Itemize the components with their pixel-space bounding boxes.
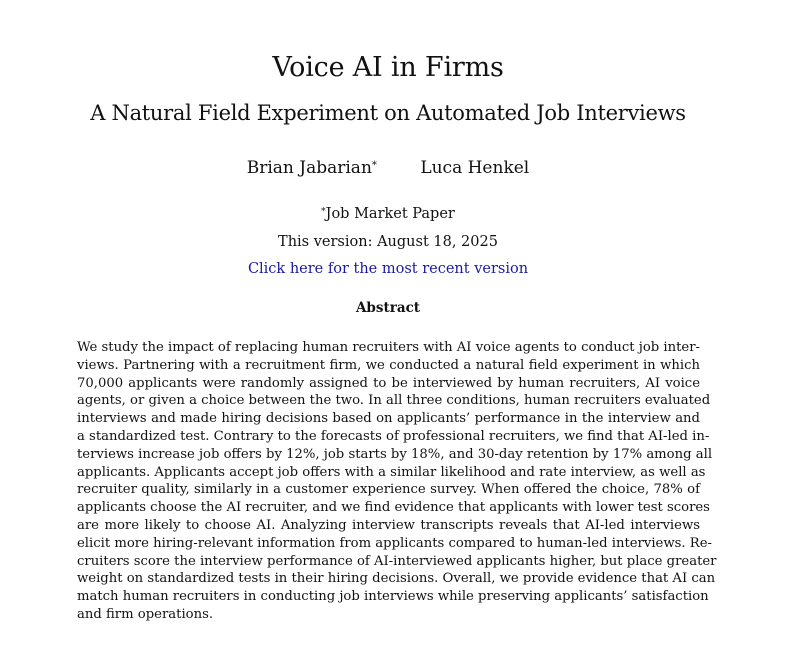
abstract-line: and firm operations.: [77, 606, 214, 622]
abstract-line: elicit more hiring-relevant information from applicants compared to human-led interviews. Re-: [77, 535, 712, 551]
abstract-body: [77, 339, 717, 624]
recent-version-link[interactable]: Click here for the most recent version: [247, 261, 529, 277]
abstract-line: are more likely to choose AI. Analyzing interview transcripts reveals that AI-led interviews: [77, 517, 700, 533]
abstract-line: views. Partnering with a recruitment firm, we conducted a natural field experiment in which: [77, 357, 700, 373]
job-market-note: [0, 203, 776, 225]
author-1-name: Brian Jabarian: [246, 158, 372, 178]
author-list: [0, 155, 776, 181]
version-date: This version: August 18, 2025: [278, 234, 498, 250]
abstract-line: cruiters score the interview performance of AI-interviewed applicants higher, but place greater: [77, 553, 717, 569]
paper-subtitle: A Natural Field Experiment on Automated Job Interviews: [90, 101, 686, 125]
abstract-line: applicants choose the AI recruiter, and we find evidence that applicants with lower test scores: [77, 500, 710, 516]
abstract-line: recruiter quality, similarly in a customer experience survey. When offered the choice, 78% of: [77, 482, 700, 498]
author-1: [247, 155, 377, 181]
author-2-name: Luca Henkel: [420, 158, 530, 178]
abstract-line: 70,000 applicants were randomly assigned to be interviewed by human recruiters, AI voice: [77, 375, 700, 391]
abstract-line: terviews increase job offers by 12%, job starts by 18%, and 30-day retention by 17% among all: [77, 446, 713, 462]
abstract-line: applicants. Applicants accept job offers with a similar likelihood and rate interview, as well as: [77, 464, 706, 480]
abstract-line: a standardized test. Contrary to the forecasts of professional recruiters, we find that AI-led in-: [77, 428, 710, 444]
author-1-mark: *: [371, 160, 377, 171]
abstract-line: agents, or given a choice between the two. In all three conditions, human recruiters evaluated: [77, 393, 711, 409]
recent-version-link-row: [0, 258, 776, 280]
abstract-line: match human recruiters in conducting job interviews while preserving applicants’ satisfaction: [77, 589, 709, 605]
footnote-text: Job Market Paper: [325, 206, 455, 222]
footnote-mark: *: [321, 207, 326, 217]
abstract-line: weight on standardized tests in their hiring decisions. Overall, we provide evidence that AI can: [77, 571, 716, 587]
abstract-heading: Abstract: [355, 300, 421, 316]
abstract-line: We study the impact of replacing human recruiters with AI voice agents to conduct job inter-: [77, 340, 700, 355]
author-2: [420, 155, 529, 181]
paper-title: Voice AI in Firms: [272, 52, 504, 83]
abstract-line: interviews and made hiring decisions based on applicants’ performance in the interview and: [77, 411, 700, 427]
